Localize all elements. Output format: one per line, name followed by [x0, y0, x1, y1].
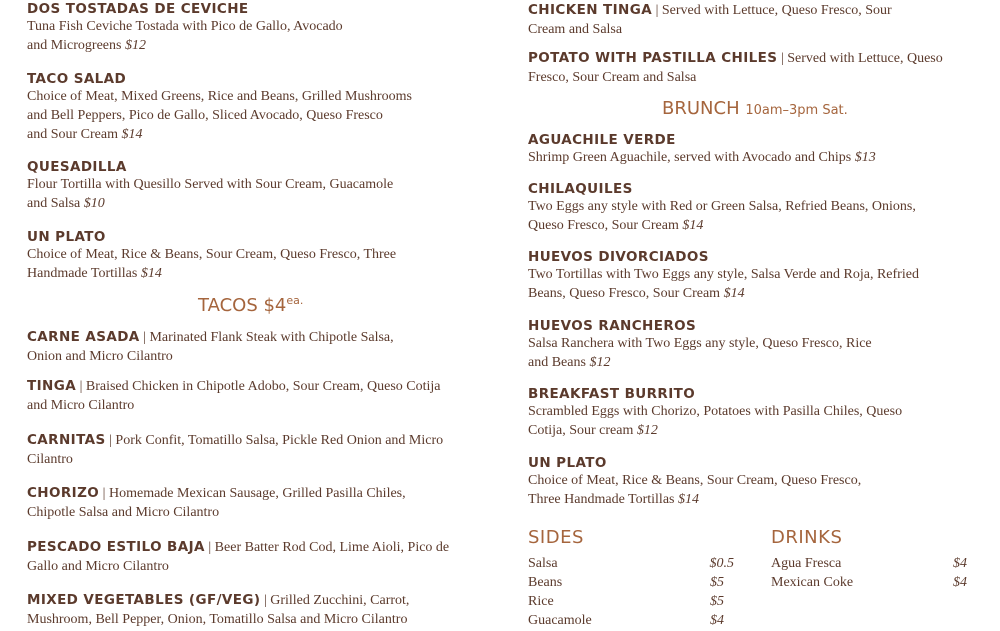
brunch-item — [528, 132, 988, 167]
taco-item — [27, 591, 487, 629]
item-desc: | Served with Lettuce, Queso — [780, 51, 943, 66]
menu-item — [27, 1, 487, 55]
item-name: CARNE ASADA — [27, 329, 140, 345]
taco-item — [27, 431, 487, 469]
item-price: $0.5 — [709, 556, 734, 571]
item-name: CHICKEN TINGA — [528, 2, 653, 18]
item-price: $12 — [124, 38, 146, 53]
item-name: Guacamole — [528, 613, 592, 628]
item-price: $12 — [636, 423, 658, 438]
side-item — [528, 556, 734, 572]
item-name: BREAKFAST BURRITO — [528, 386, 696, 402]
item-price: $14 — [121, 127, 143, 142]
item-name: DOS TOSTADAS DE CEVICHE — [27, 1, 249, 17]
menu-item — [528, 49, 988, 87]
menu-item — [528, 1, 988, 39]
item-desc: Cream and Salsa — [528, 22, 623, 37]
item-desc: Cotija, Sour cream — [528, 423, 634, 438]
sides-section-title: SIDES — [528, 527, 584, 548]
taco-item — [27, 538, 487, 576]
item-desc: Choice of Meat, Mixed Greens, Rice and Beans, Grilled Mushrooms — [27, 89, 412, 104]
item-desc: Tuna Fish Ceviche Tostada with Pico de Gallo, Avocado — [27, 19, 343, 34]
item-price: $4 — [953, 556, 967, 571]
item-desc: Fresco, Sour Cream and Salsa — [528, 70, 697, 85]
brunch-section-title: BRUNCH 10am–3pm Sat. — [662, 98, 848, 119]
item-desc: Handmade Tortillas — [27, 266, 138, 281]
drinks-section-title: DRINKS — [771, 527, 843, 548]
item-name: TINGA — [27, 378, 77, 394]
item-price: $14 — [678, 492, 699, 507]
item-desc: Mushroom, Bell Pepper, Onion, Tomatillo Salsa and Micro Cilantro — [27, 612, 408, 627]
item-desc: Cilantro — [27, 452, 73, 467]
taco-item — [27, 484, 487, 522]
drink-item — [771, 575, 967, 591]
item-desc: and Sour Cream — [27, 127, 118, 142]
side-item — [528, 594, 724, 610]
item-desc: Two Tortillas with Two Eggs any style, Salsa Verde and Roja, Refried — [528, 267, 919, 282]
item-desc: | Served with Lettuce, Queso Fresco, Sour — [655, 3, 892, 18]
item-desc: | Pork Confit, Tomatillo Salsa, Pickle Red Onion and Micro — [109, 433, 444, 448]
brunch-item — [528, 386, 988, 440]
item-desc: Shrimp Green Aguachile, served with Avocado and Chips — [528, 150, 852, 165]
item-desc: and Micro Cilantro — [27, 398, 135, 413]
item-price: $10 — [83, 196, 105, 211]
menu-item — [27, 229, 487, 283]
item-name: CHILAQUILES — [528, 181, 633, 197]
taco-item — [27, 328, 487, 366]
item-name: HUEVOS RANCHEROS — [528, 318, 697, 334]
drink-item — [771, 556, 967, 572]
item-desc: and Salsa — [27, 196, 81, 211]
item-name: PESCADO ESTILO BAJA — [27, 539, 205, 555]
item-name: Beans — [528, 575, 563, 590]
item-desc: Chipotle Salsa and Micro Cilantro — [27, 505, 220, 520]
side-item — [528, 575, 724, 591]
item-price: $13 — [854, 150, 876, 165]
item-name: UN PLATO — [27, 229, 106, 245]
item-desc: | Marinated Flank Steak with Chipotle Salsa, — [143, 330, 394, 345]
item-desc: and Microgreens — [27, 38, 122, 53]
item-desc: Onion and Micro Cilantro — [27, 349, 173, 364]
item-desc: Choice of Meat, Rice & Beans, Sour Cream, Queso Fresco, — [528, 473, 862, 488]
item-desc: Beans, Queso Fresco, Sour Cream — [528, 286, 721, 301]
item-desc: Three Handmade Tortillas — [528, 492, 675, 507]
item-name: Agua Fresca — [771, 556, 842, 571]
item-name: AGUACHILE VERDE — [528, 132, 676, 148]
item-price: $14 — [140, 266, 162, 281]
item-price: $12 — [589, 355, 611, 370]
menu-item — [27, 71, 487, 144]
item-desc: | Beer Batter Rod Cod, Lime Aioli, Pico de — [208, 540, 450, 555]
item-name: Salsa — [528, 556, 558, 571]
item-name: QUESADILLA — [27, 159, 127, 175]
item-price: $4 — [953, 575, 967, 590]
brunch-item — [528, 249, 988, 303]
item-price: $4 — [710, 613, 724, 628]
brunch-item — [528, 318, 988, 372]
item-name: Mexican Coke — [771, 575, 854, 590]
side-item — [528, 613, 724, 629]
item-desc: Flour Tortilla with Quesillo Served with Sour Cream, Guacamole — [27, 177, 394, 192]
item-price: $14 — [723, 286, 745, 301]
item-desc: Queso Fresco, Sour Cream — [528, 218, 679, 233]
menu-item — [27, 159, 487, 213]
item-name: MIXED VEGETABLES (GF/VEG) — [27, 592, 261, 608]
item-price: $5 — [710, 575, 724, 590]
item-desc: Gallo and Micro Cilantro — [27, 559, 169, 574]
item-desc: Salsa Ranchera with Two Eggs any style, Queso Fresco, Rice — [528, 336, 872, 351]
item-name: CARNITAS — [27, 432, 106, 448]
item-name: CHORIZO — [27, 485, 100, 501]
item-desc: | Grilled Zucchini, Carrot, — [263, 593, 410, 608]
item-name: HUEVOS DIVORCIADOS — [528, 249, 709, 265]
item-name: TACO SALAD — [27, 71, 127, 87]
tacos-section-title: TACOS $\$4^{ea.}$ — [198, 294, 304, 316]
item-desc: | Braised Chicken in Chipotle Adobo, Sour Cream, Queso Cotija — [79, 379, 441, 394]
item-desc: and Bell Peppers, Pico de Gallo, Sliced Avocado, Queso Fresco — [27, 108, 383, 123]
item-desc: and Beans — [528, 355, 586, 370]
item-name: Rice — [528, 594, 554, 609]
item-desc: Two Eggs any style with Red or Green Salsa, Refried Beans, Onions, — [528, 199, 916, 214]
item-price: $14 — [682, 218, 704, 233]
item-desc: Scrambled Eggs with Chorizo, Potatoes with Pasilla Chiles, Queso — [528, 404, 903, 419]
item-desc: | Homemade Mexican Sausage, Grilled Pasilla Chiles, — [102, 486, 406, 501]
item-price: $5 — [710, 594, 724, 609]
item-desc: Choice of Meat, Rice & Beans, Sour Cream, Queso Fresco, Three — [27, 247, 397, 262]
taco-item — [27, 377, 487, 415]
brunch-item — [528, 181, 988, 235]
item-name: POTATO WITH PASTILLA CHILES — [528, 50, 778, 66]
item-name: UN PLATO — [528, 455, 607, 471]
brunch-item — [528, 455, 988, 509]
